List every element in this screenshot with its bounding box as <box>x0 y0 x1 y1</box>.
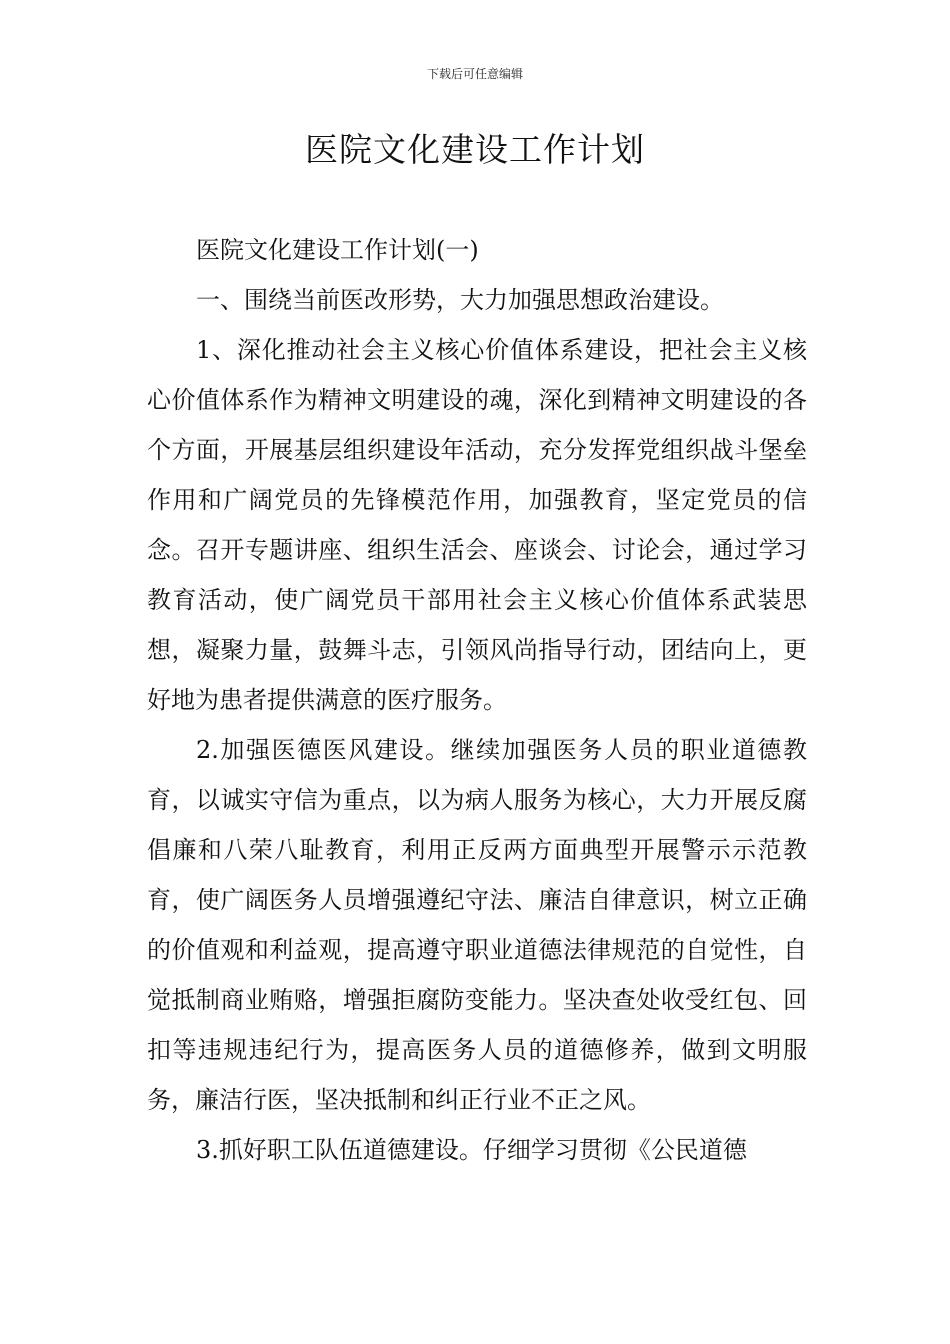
subsection-heading: 一、围绕当前医改形势，大力加强思想政治建设。 <box>196 286 724 314</box>
page-header-note: 下载后可任意编辑 <box>426 67 523 81</box>
paragraph-item-1: 1、深化推动社会主义核心价值体系建设，把社会主义核心价值体系作为精神文明建设的魂，深化到精神文明建设的各个方面，开展基层组织建设年活动，充分发挥党组织战斗堡垒作用和广阔党员的先锋模范作用，加强教育，坚定党员的信念。召开专题讲座、组织生活会、座谈会、讨论会，通过学习教育活动，使广阔党员干部用社会主义核心价值体系武装思想，凝聚力量，鼓舞斗志，引领风尚指导行动，团结向上，更好地为患者提供满意的医疗服务。 <box>147 336 807 714</box>
paragraph-item-3: 3.抓好职工队伍道德建设。仔细学习贯彻《公民道德 <box>196 1136 747 1164</box>
document-title: 医院文化建设工作计划 <box>305 130 645 169</box>
document-body <box>147 225 807 1175</box>
paragraph-item-2: 2.加强医德医风建设。继续加强医务人员的职业道德教育，以诚实守信为重点，以为病人服务为核心，大力开展反腐倡廉和八荣八耻教育，利用正反两方面典型开展警示示范教育，使广阔医务人员增强遵纪守法、廉洁自律意识，树立正确的价值观和利益观，提高遵守职业道德法律规范的自觉性，自觉抵制商业贿赂，增强拒腐防变能力。坚决查处收受红包、回扣等违规违纪行为，提高医务人员的道德修养，做到文明服务，廉洁行医，坚决抵制和纠正行业不正之风。 <box>147 736 807 1114</box>
section-heading: 医院文化建设工作计划(一) <box>196 236 479 264</box>
